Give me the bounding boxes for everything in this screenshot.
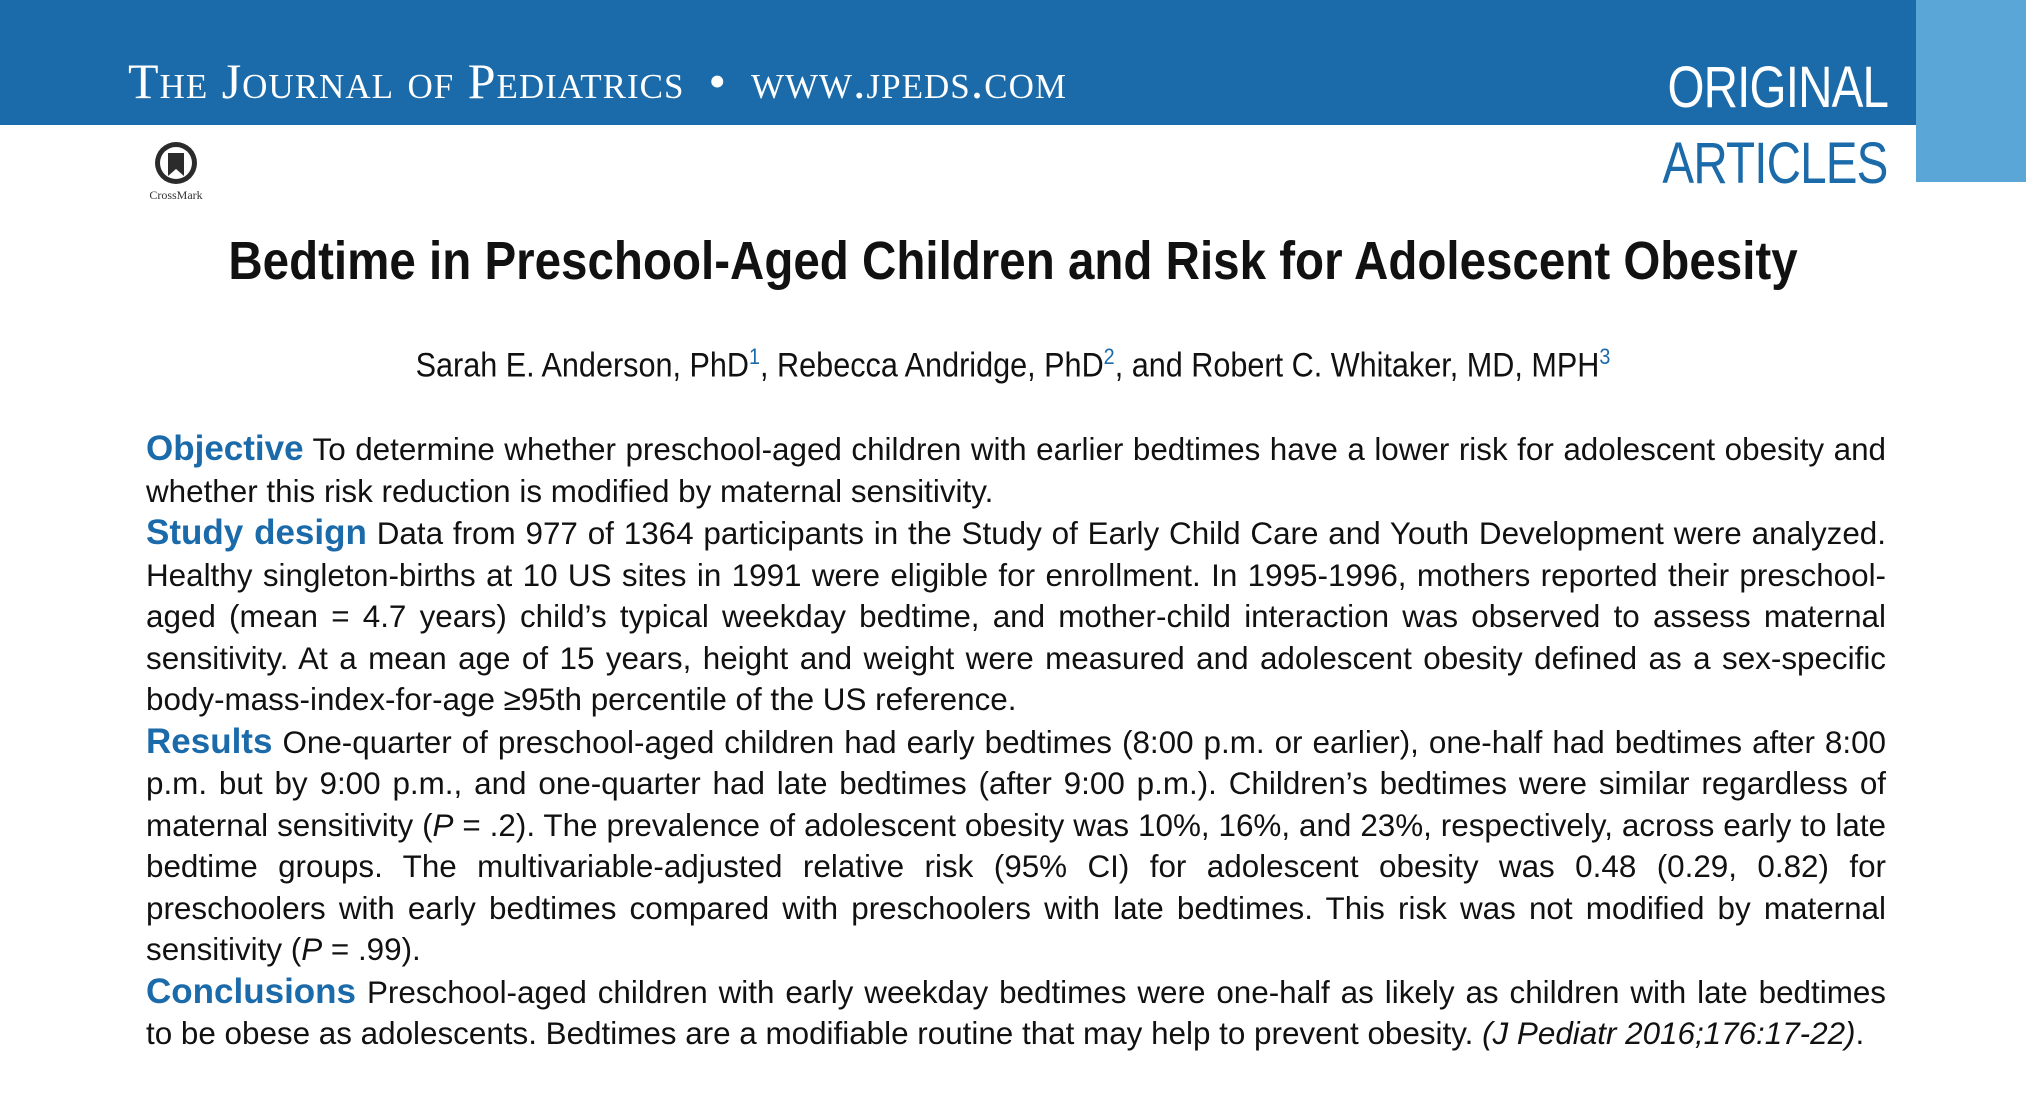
- conclusions-text: Preschool-aged children with early weekday bedtimes were one-half as likely as children with late bedtimes to be obese as adolescents. Bedtimes are a modifiable routine that may help to prevent obesity.: [146, 974, 1886, 1051]
- study-design-heading: Study design: [146, 513, 367, 552]
- abstract-objective: [146, 428, 1886, 512]
- study-design-text: Data from 977 of 1364 participants in the Study of Early Child Care and Youth Development were analyzed. Healthy singleton-births at 10 US sites in 1991 were eligible for enrollment. In 1995-1996, mothers reported their preschool-aged (mean = 4.7 years) child’s typical weekday bedtime, and mother-child interaction was observed to assess maternal sensitivity. At a mean age of 15 years, height and weight were measured and adolescent obesity defined as a sex-specific body-mass-index-for-age ≥95th percentile of the US reference.: [146, 516, 1886, 717]
- affiliation-marker[interactable]: 1: [749, 344, 761, 369]
- author-name: Sarah E. Anderson, PhD: [415, 346, 750, 385]
- section-label-articles: ARTICLES: [1662, 131, 1888, 196]
- p-value-symbol: P: [432, 807, 454, 843]
- objective-heading: Objective: [146, 429, 304, 468]
- abstract-results: [146, 721, 1886, 971]
- masthead-bullet: •: [708, 53, 727, 109]
- conclusions-heading: Conclusions: [146, 971, 357, 1011]
- author-name: Robert C. Whitaker, MD, MPH: [1191, 346, 1600, 385]
- results-heading: Results: [146, 721, 273, 761]
- author-separator: ,: [760, 346, 778, 385]
- journal-url[interactable]: www.jpeds.com: [750, 53, 1068, 109]
- article-title: Bedtime in Preschool-Aged Children and Risk for Adolescent Obesity: [228, 231, 1798, 291]
- crossmark-label: CrossMark: [149, 188, 203, 202]
- abstract-conclusions: [146, 971, 1886, 1055]
- banner-accent-block: [1916, 0, 2026, 182]
- journal-masthead: [128, 52, 1067, 112]
- citation: (J Pediatr 2016;176:17-22): [1482, 1016, 1856, 1051]
- objective-text: To determine whether preschool-aged children with earlier bedtimes have a lower risk for adolescent obesity and whether this risk reduction is modified by maternal sensitivity.: [146, 432, 1887, 509]
- results-text: = .99).: [322, 932, 421, 967]
- p-value-symbol: P: [301, 932, 323, 967]
- abstract-study-design: [146, 512, 1886, 721]
- abstract: [146, 428, 1886, 1055]
- results-text: One-quarter of preschool-aged children had early bedtimes (8:00 p.m. or earlier), one-half had bedtimes after 8:00 p.m. but by 9:00 p.m., and one-quarter had late bedtimes (after 9:00 p.m.). Children’s bedtimes were similar regardless of maternal sensitivity (: [146, 724, 1886, 843]
- crossmark-badge[interactable]: [145, 140, 207, 203]
- author-name: Rebecca Andridge, PhD: [777, 346, 1104, 385]
- author-line: [101, 344, 1924, 385]
- crossmark-icon: [153, 140, 199, 186]
- results-text: = .2). The prevalence of adolescent obesity was 10%, 16%, and 23%, respectively, across early to late bedtime groups. The multivariable-adjusted relative risk (95% CI) for adolescent obesity was 0.48 (0.29, 0.82) for preschoolers with early bedtimes compared with preschoolers with late bedtimes. This risk was not modified by maternal sensitivity (: [146, 807, 1886, 967]
- affiliation-marker[interactable]: 2: [1103, 344, 1115, 369]
- journal-name: The Journal of Pediatrics: [128, 53, 685, 109]
- citation-period: .: [1855, 1016, 1865, 1051]
- section-label-original: ORIGINAL: [1667, 55, 1888, 120]
- affiliation-marker[interactable]: 3: [1599, 344, 1611, 369]
- author-separator: , and: [1114, 346, 1192, 385]
